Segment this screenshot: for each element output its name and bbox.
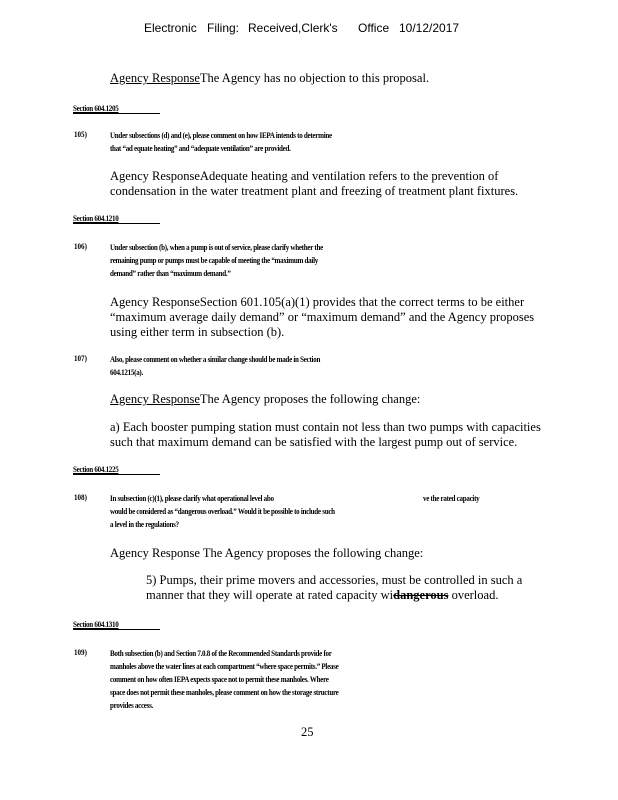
question-line: Under subsections (d) and (e), please comment on how IEPA intends to determine	[110, 130, 332, 140]
proposed-text-line: such that maximum demand can be satisfied with the largest pump out of service.	[110, 435, 518, 449]
section-underline	[73, 629, 160, 630]
header-received-clerks: Received,Clerk's	[248, 21, 338, 35]
question-line: remaining pump or pumps must be capable of meeting the “maximum daily	[110, 255, 318, 265]
question-line: In subsection (c)(1), please clarify what operational level abo	[110, 493, 274, 503]
question-line: that “ad equate heating” and “adequate ventilation” are provided.	[110, 143, 291, 153]
agency-response-4	[110, 392, 420, 407]
header-office: Office	[358, 21, 390, 35]
agency-response-label: Agency Response	[110, 169, 200, 183]
question-line: comment on how often IEPA expects space not to permit these manholes. Where	[110, 674, 329, 684]
header-date: 10/12/2017	[399, 21, 460, 35]
proposed-text-part: overload.	[448, 588, 499, 602]
struck-text: dangerous	[393, 588, 449, 602]
agency-response-text: The Agency has no objection to this proposal.	[199, 71, 430, 85]
question-line: would be considered as “dangerous overload.” Would it be possible to include such	[110, 506, 335, 516]
question-line: a level in the regulations?	[110, 519, 179, 529]
header-filing: Filing:	[207, 21, 240, 35]
agency-response-line: “maximum average daily demand” or “maximum demand” and the Agency proposes	[110, 310, 535, 324]
question-number: 105)	[74, 129, 87, 139]
section-heading: Section 604.1205	[73, 103, 119, 113]
question-number: 107)	[74, 353, 87, 363]
section-underline	[73, 223, 160, 224]
question-number: 106)	[74, 241, 87, 251]
section-underline	[73, 474, 160, 475]
agency-response-3	[110, 295, 524, 310]
proposed-text-line	[146, 588, 498, 603]
question-line: provides access.	[110, 700, 154, 710]
agency-response-line: condensation in the water treatment plant and freezing of treatment plant fixtures.	[110, 184, 519, 198]
agency-response-line: using either term in subsection (b).	[110, 325, 285, 339]
question-line: space does not permit these manholes, please comment on how the storage structure	[110, 687, 339, 697]
agency-response-label: Agency Response	[110, 546, 200, 560]
agency-response-1	[110, 71, 429, 86]
section-underline	[73, 113, 160, 114]
section-heading: Section 604.1225	[73, 464, 119, 474]
agency-response-2	[110, 169, 498, 184]
question-line: Both subsection (b) and Section 7.0.8 of the Recommended Standards provide for	[110, 648, 332, 658]
proposed-text-part: manner that they will operate at rated capacity wi	[146, 588, 394, 602]
proposed-text-line: a) Each booster pumping station must contain not less than two pumps with capacities	[110, 420, 541, 434]
question-number: 108)	[74, 492, 87, 502]
agency-response-label: Agency Response	[110, 392, 200, 406]
proposed-text-line: 5) Pumps, their prime movers and accessories, must be controlled in such a	[146, 573, 523, 587]
question-line: manholes above the water lines at each compartment “where space permits.” Please	[110, 661, 339, 671]
section-heading: Section 604.1310	[73, 619, 119, 629]
page-number: 25	[301, 725, 314, 739]
agency-response-text: Adequate heating and ventilation refers to the prevention of	[199, 169, 499, 183]
agency-response-text: The Agency proposes the following change:	[202, 546, 424, 560]
agency-response-text: The Agency proposes the following change:	[199, 392, 421, 406]
section-heading: Section 604.1210	[73, 213, 119, 223]
question-line: demand” rather than “maximum demand.”	[110, 268, 231, 278]
agency-response-text: Section 601.105(a)(1) provides that the correct terms to be either	[199, 295, 525, 309]
question-line: Under subsection (b), when a pump is out of service, please clarify whether the	[110, 242, 323, 252]
question-line: Also, please comment on whether a similar change should be made in Section	[110, 354, 321, 364]
question-line: ve the rated capacity	[423, 493, 480, 503]
question-line: 604.1215(a).	[110, 367, 143, 377]
question-number: 109)	[74, 647, 87, 657]
agency-response-label: Agency Response	[110, 295, 200, 309]
agency-response-5	[110, 546, 423, 561]
agency-response-label: Agency Response	[110, 71, 200, 85]
header-electronic: Electronic	[144, 21, 197, 35]
